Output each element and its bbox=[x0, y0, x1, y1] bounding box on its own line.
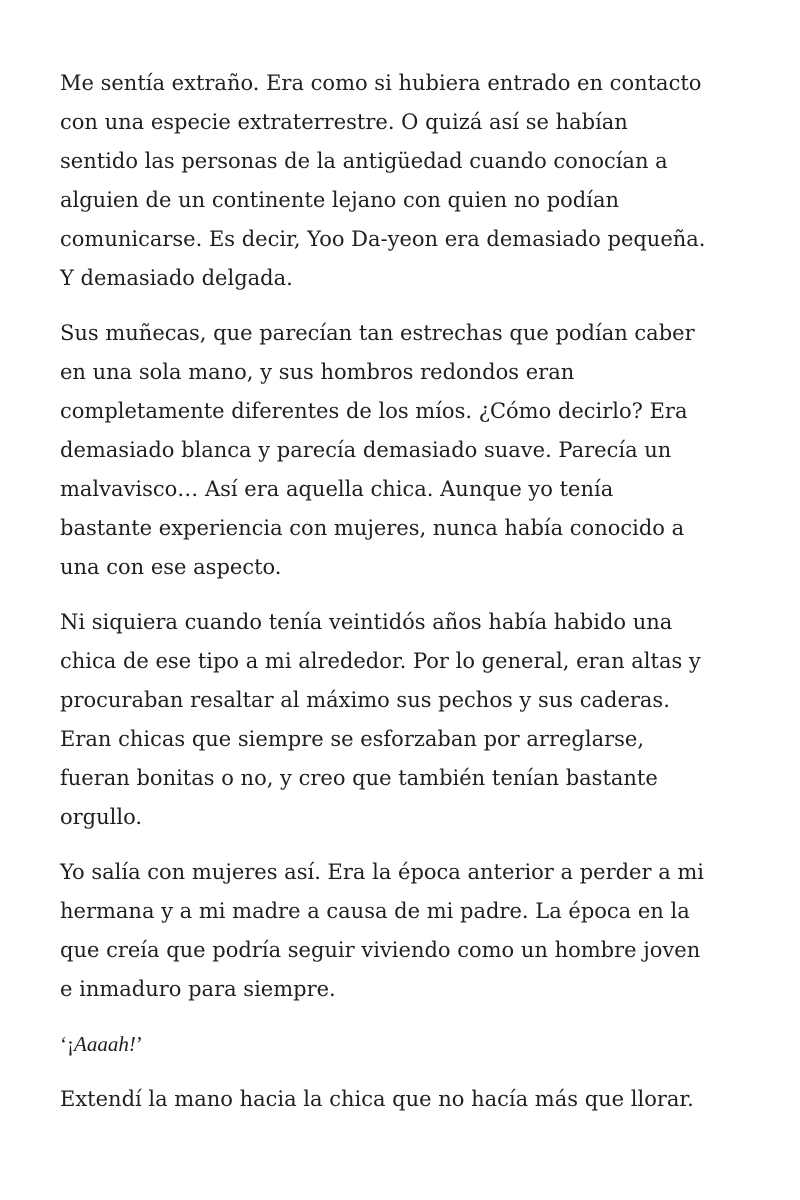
text-line: que creía que podría seguir viviendo como un hombre joven bbox=[60, 938, 701, 962]
exclamation-line bbox=[60, 1025, 750, 1064]
text-line: sentido las personas de la antigüedad cuando conocían a bbox=[60, 149, 668, 173]
text-line: fueran bonitas o no, y creo que también tenían bastante bbox=[60, 766, 658, 790]
text-line: chica de ese tipo a mi alrededor. Por lo general, eran altas y bbox=[60, 649, 701, 673]
text-line: malvavisco… Así era aquella chica. Aunque yo tenía bbox=[60, 477, 614, 501]
paragraph-1 bbox=[60, 64, 750, 298]
paragraph-5 bbox=[60, 1080, 750, 1119]
text-line: demasiado blanca y parecía demasiado suave. Parecía un bbox=[60, 438, 672, 462]
text-line: Sus muñecas, que parecían tan estrechas que podían caber bbox=[60, 321, 695, 345]
text-line: Y demasiado delgada. bbox=[60, 266, 293, 290]
text-line: Extendí la mano hacia la chica que no hacía más que llorar. bbox=[60, 1087, 694, 1111]
exclamation-text: Aaaah! bbox=[74, 1032, 136, 1056]
text-line: en una sola mano, y sus hombros redondos eran bbox=[60, 360, 575, 384]
text-line: Ni siquiera cuando tenía veintidós años había habido una bbox=[60, 610, 673, 634]
text-line: bastante experiencia con mujeres, nunca había conocido a bbox=[60, 516, 685, 540]
paragraph-2 bbox=[60, 314, 750, 587]
text-line: alguien de un continente lejano con quien no podían bbox=[60, 188, 619, 212]
paragraph-4 bbox=[60, 853, 750, 1009]
text-line: orgullo. bbox=[60, 805, 143, 829]
paragraph-3 bbox=[60, 603, 750, 837]
text-line: Eran chicas que siempre se esforzaban por arreglarse, bbox=[60, 727, 645, 751]
text-line: completamente diferentes de los míos. ¿Cómo decirlo? Era bbox=[60, 399, 688, 423]
text-line: una con ese aspecto. bbox=[60, 555, 282, 579]
text-line: e inmaduro para siempre. bbox=[60, 977, 336, 1001]
text-line: comunicarse. Es decir, Yoo Da-yeon era demasiado pequeña. bbox=[60, 227, 706, 251]
exclamation-open: ‘¡ bbox=[60, 1032, 74, 1056]
document-page bbox=[60, 64, 750, 1135]
text-line: Me sentía extraño. Era como si hubiera entrado en contacto bbox=[60, 71, 702, 95]
exclamation-close: ’ bbox=[135, 1032, 143, 1056]
text-line: hermana y a mi madre a causa de mi padre. La época en la bbox=[60, 899, 690, 923]
text-line: procuraban resaltar al máximo sus pechos y sus caderas. bbox=[60, 688, 670, 712]
text-line: con una especie extraterrestre. O quizá así se habían bbox=[60, 110, 628, 134]
text-line: Yo salía con mujeres así. Era la época anterior a perder a mi bbox=[60, 860, 705, 884]
